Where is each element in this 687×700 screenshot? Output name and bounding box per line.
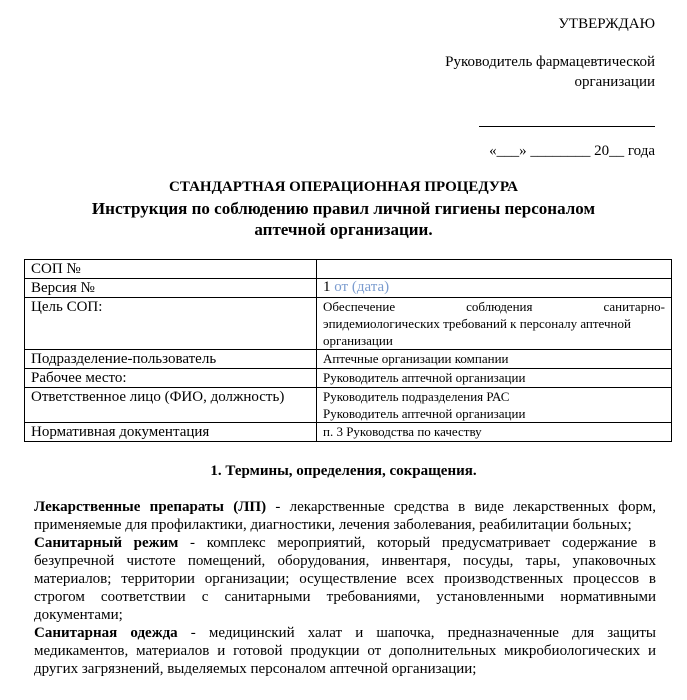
row-value: [317, 298, 672, 350]
term-definition: - медицинский халат и шапочка, предназначенные для защиты медикаментов, материалов и готовой продукции от дополнительных микробиологических и других загрязнений, выделяемых персоналом аптечной организации;: [34, 625, 656, 677]
version-number: 1: [323, 279, 331, 295]
terms-list: [34, 498, 656, 678]
approval-role-line2: организации: [574, 74, 655, 90]
document-name-line2: аптечной организации.: [254, 220, 433, 239]
table-row: [25, 298, 672, 350]
sop-info-table: [24, 259, 672, 442]
row-value: Руководитель аптечной организации: [317, 369, 672, 388]
approval-title: УТВЕРЖДАЮ: [558, 16, 655, 32]
version-date-placeholder: от (дата): [330, 279, 390, 295]
document-name-line1: Инструкция по соблюдению правил личной гигиены персоналом: [91, 199, 596, 218]
row-value: [317, 388, 672, 423]
row-value: [317, 279, 672, 298]
row-key: Подразделение-пользователь: [25, 350, 317, 369]
term-paragraph: [34, 534, 656, 624]
table-row: [25, 388, 672, 423]
table-row: [25, 423, 672, 442]
row-value: Аптечные организации компании: [317, 350, 672, 369]
term-paragraph: [34, 498, 656, 534]
responsible-line2: Руководитель аптечной организации: [323, 406, 526, 421]
row-key: СОП №: [25, 260, 317, 279]
document-type-heading: СТАНДАРТНАЯ ОПЕРАЦИОННАЯ ПРОЦЕДУРА: [168, 179, 518, 195]
purpose-rest: эпидемиологических требований к персоналу аптечной организации: [323, 316, 631, 348]
row-key: Нормативная документация: [25, 423, 317, 442]
section-title: 1. Термины, определения, сокращения.: [210, 463, 477, 479]
row-key: Рабочее место:: [25, 369, 317, 388]
table-row: [25, 260, 672, 279]
table-row: [25, 369, 672, 388]
term-name: Санитарный режим: [34, 535, 179, 551]
term-name: Лекарственные препараты (ЛП): [34, 499, 267, 515]
approval-role-line1: Руководитель фармацевтической: [445, 54, 655, 70]
purpose-line1: Обеспечение соблюдения санитарно-: [323, 299, 665, 314]
row-value: [317, 260, 672, 279]
term-definition: - лекарственные средства в виде лекарственных форм, применяемые для профилактики, диагностики, лечения заболевания, реабилитации больных;: [34, 499, 657, 533]
row-key: Версия №: [25, 279, 317, 298]
approval-role: [445, 52, 655, 92]
row-value: п. 3 Руководства по качеству: [317, 423, 672, 442]
table-row: [25, 350, 672, 369]
term-paragraph: [34, 624, 656, 678]
term-name: Санитарная одежда: [34, 625, 178, 641]
table-row: [25, 279, 672, 298]
document-name-heading: [0, 198, 687, 240]
term-definition: - комплекс мероприятий, который предусматривает содержание в безупречной чистоте помещений, оборудования, инвентаря, посуды, тары, упаковочных материалов; территории организации; осуществление всех производственных процессов в строгом соответствии с санитарными требованиями, установленными нормативными документами;: [34, 535, 656, 623]
row-key: Ответственное лицо (ФИО, должность): [25, 388, 317, 423]
approval-date-line: «___» ________ 20__ года: [489, 143, 655, 159]
responsible-line1: Руководитель подразделения РАС: [323, 389, 510, 404]
row-key: Цель СОП:: [25, 298, 317, 350]
signature-line: [479, 110, 655, 127]
